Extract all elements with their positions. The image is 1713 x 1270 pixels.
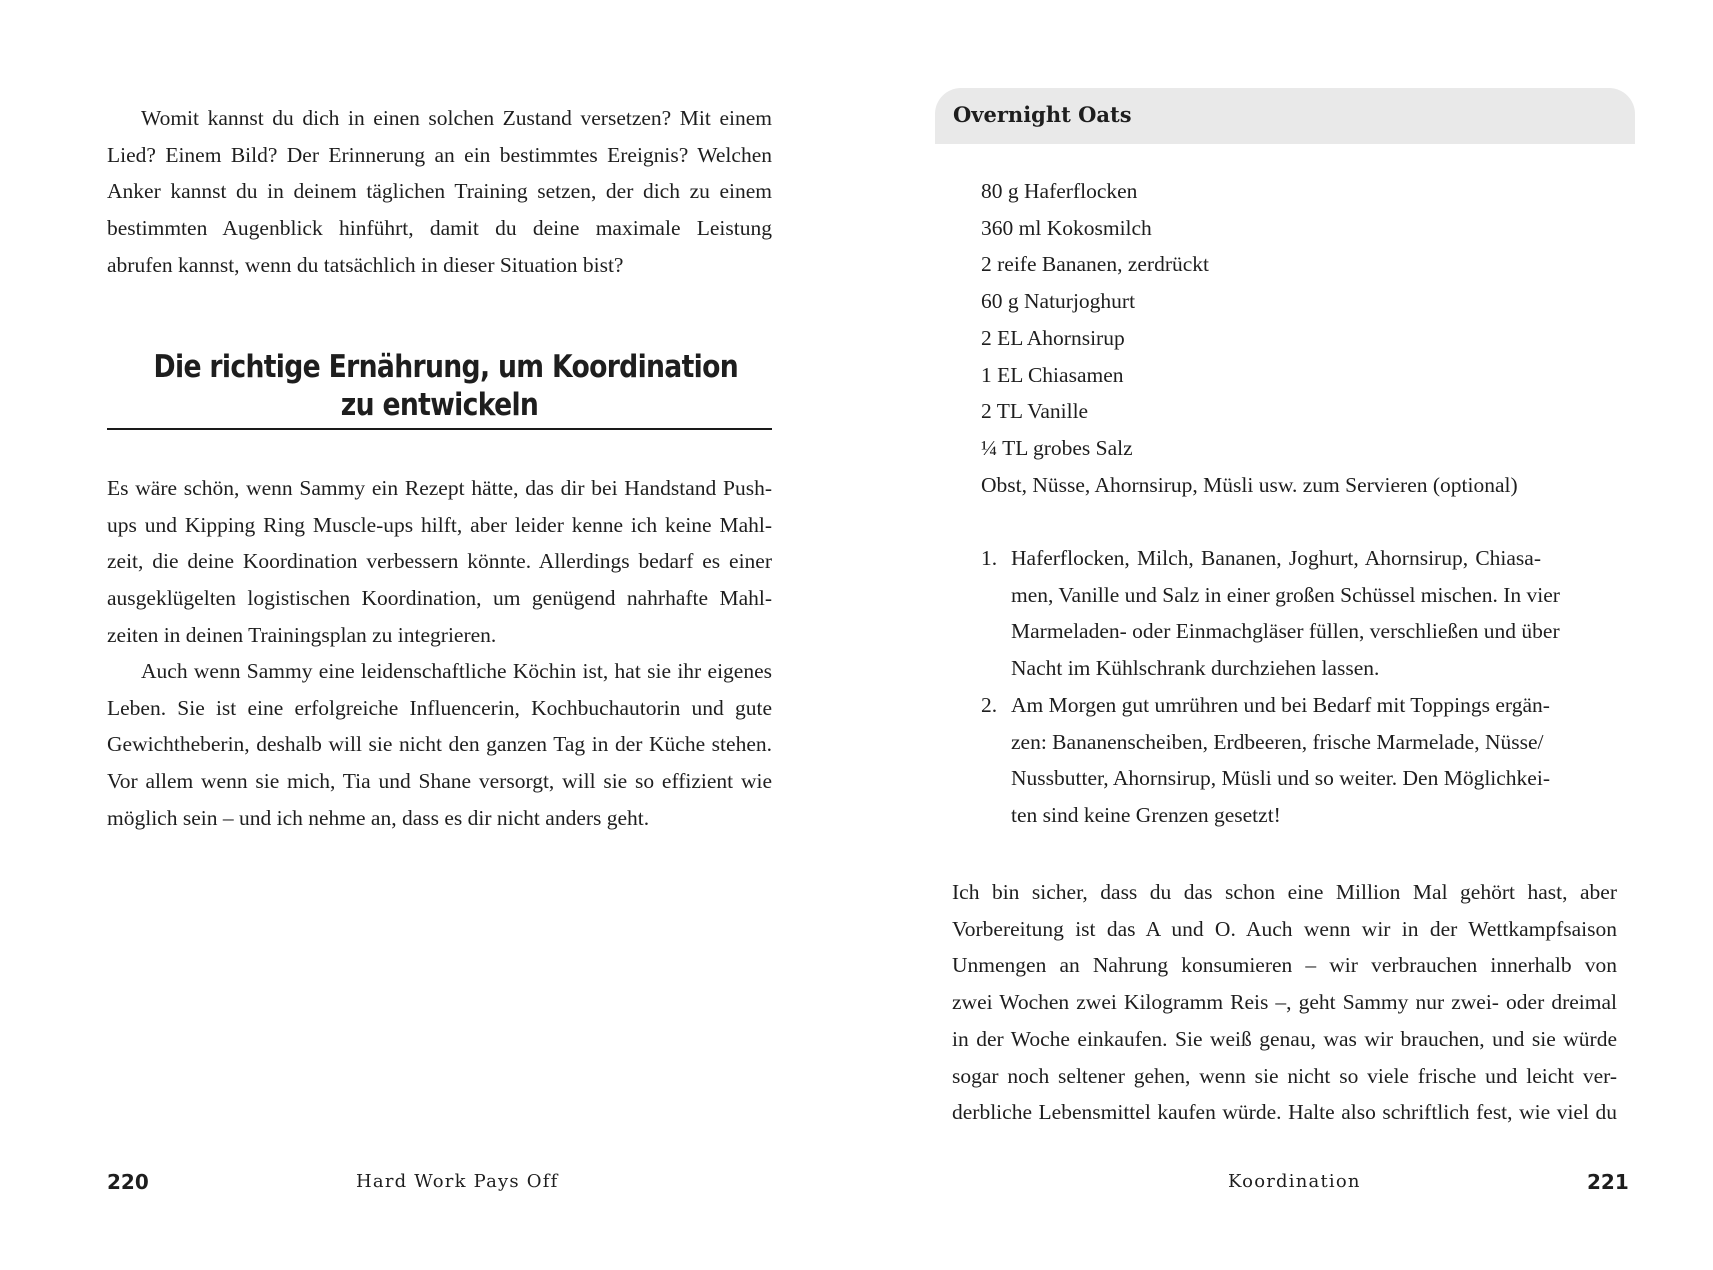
text-line: Ich bin sicher, dass du das schon eine Million Mal gehört hast, aber bbox=[952, 880, 1617, 904]
text-line: in der Woche einkaufen. Sie weiß genau, was wir brauchen, und sie würde bbox=[952, 1026, 1617, 1051]
left-page bbox=[0, 0, 856, 1270]
ingredient-item: 60 g Naturjoghurt bbox=[981, 289, 1136, 314]
text-line: Auch wenn Sammy eine leidenschaftliche Köchin ist, hat sie ihr eigenes bbox=[141, 659, 772, 683]
page-number: 220 bbox=[107, 1170, 149, 1194]
instruction-steps bbox=[981, 540, 1560, 834]
page-number: 221 bbox=[1587, 1170, 1629, 1194]
step-text bbox=[1011, 540, 1560, 687]
instruction-step bbox=[981, 540, 1560, 687]
text-line: derbliche Lebensmittel kaufen würde. Halte also schriftlich fest, wie viel du bbox=[952, 1100, 1617, 1125]
ingredient-item: 2 reife Bananen, zerdrückt bbox=[981, 252, 1210, 277]
text-line: möglich sein – und ich nehme an, dass es dir nicht anders geht. bbox=[107, 805, 650, 830]
ingredient-item: 1 EL Chiasamen bbox=[981, 362, 1124, 387]
step-number: 1. bbox=[981, 546, 998, 570]
text-line: zeit, die deine Koordination verbessern könnte. Allerdings bedarf es einer bbox=[107, 549, 772, 574]
recipe-title: Overnight Oats bbox=[953, 102, 1132, 127]
text-line: Marmeladen- oder Einmachgläser füllen, verschließen und über bbox=[1011, 619, 1560, 644]
text-line: abrufen kannst, wenn du tatsächlich in dieser Situation bist? bbox=[107, 252, 624, 277]
body-paragraph-1 bbox=[107, 470, 772, 654]
text-line: ausgeklügelten logistischen Koordination, um genügend nahrhafte Mahl- bbox=[107, 586, 772, 611]
text-line: Vor allem wenn sie mich, Tia und Shane versorgt, will sie so effizient wie bbox=[107, 769, 772, 794]
step-text bbox=[1011, 687, 1550, 834]
instruction-step bbox=[981, 687, 1550, 834]
text-line: Lied? Einem Bild? Der Erinnerung an ein bestimmtes Ereignis? Welchen bbox=[107, 142, 772, 167]
text-line: Nacht im Kühlschrank durchziehen lassen. bbox=[1011, 656, 1380, 681]
text-line: men, Vanille und Salz in einer großen Schüssel mischen. In vier bbox=[1011, 582, 1560, 607]
text-line: Am Morgen gut umrühren und bei Bedarf mit Toppings ergän- bbox=[1011, 692, 1550, 717]
ingredient-item: ¼ TL grobes Salz bbox=[981, 435, 1133, 460]
ingredient-item: 360 ml Kokosmilch bbox=[981, 215, 1152, 240]
text-line: Unmengen an Nahrung konsumieren – wir verbrauchen innerhalb von bbox=[952, 953, 1617, 978]
text-line: bestimmten Augenblick hinführt, damit du deine maximale Leistung bbox=[107, 216, 772, 241]
text-line: Vorbereitung ist das A und O. Auch wenn wir in der Wettkampfsaison bbox=[952, 916, 1617, 941]
body-paragraph-2 bbox=[107, 653, 772, 837]
heading-underline bbox=[107, 428, 772, 430]
text-line: zeiten in deinen Trainingsplan zu integrieren. bbox=[107, 622, 497, 647]
running-title: Hard Work Pays Off bbox=[356, 1171, 559, 1192]
recipe-header bbox=[935, 88, 1635, 144]
section-heading bbox=[153, 348, 739, 424]
ingredient-item: 2 EL Ahornsirup bbox=[981, 325, 1125, 350]
text-line: Womit kannst du dich in einen solchen Zustand versetzen? Mit einem bbox=[141, 106, 772, 130]
heading-line: zu entwickeln bbox=[340, 387, 539, 423]
step-number: 2. bbox=[981, 692, 998, 717]
running-title: Koordination bbox=[1228, 1171, 1361, 1192]
text-line: Haferflocken, Milch, Bananen, Joghurt, Ahornsirup, Chiasa- bbox=[1011, 546, 1541, 570]
right-page bbox=[856, 0, 1713, 1270]
text-line: ups und Kipping Ring Muscle-ups hilft, aber leider kenne ich keine Mahl- bbox=[107, 512, 772, 537]
text-line: ten sind keine Grenzen gesetzt! bbox=[1011, 802, 1281, 827]
text-line: Gewichtheberin, deshalb will sie nicht den ganzen Tag in der Küche stehen. bbox=[107, 732, 772, 757]
text-line: Nussbutter, Ahornsirup, Müsli und so weiter. Den Möglichkei- bbox=[1011, 766, 1550, 791]
ingredient-item: 80 g Haferflocken bbox=[981, 179, 1138, 203]
text-line: zwei Wochen zwei Kilogramm Reis –, geht Sammy nur zwei- oder dreimal bbox=[952, 990, 1617, 1015]
text-line: Es wäre schön, wenn Sammy ein Rezept hätte, das dir bei Handstand Push- bbox=[107, 476, 772, 500]
text-line: zen: Bananenscheiben, Erdbeeren, frische Marmelade, Nüsse/ bbox=[1011, 729, 1544, 754]
intro-paragraph bbox=[107, 100, 772, 284]
ingredient-item: 2 TL Vanille bbox=[981, 399, 1089, 424]
text-line: Anker kannst du in deinem täglichen Training setzen, der dich zu einem bbox=[107, 179, 772, 204]
ingredient-list bbox=[981, 173, 1518, 503]
text-line: sogar noch seltener gehen, wenn sie nicht so viele frische und leicht ver- bbox=[952, 1063, 1617, 1088]
closing-paragraph bbox=[952, 874, 1617, 1131]
ingredient-item: Obst, Nüsse, Ahornsirup, Müsli usw. zum Servieren (optional) bbox=[981, 472, 1518, 497]
text-line: Leben. Sie ist eine erfolgreiche Influencerin, Kochbuchautorin und gute bbox=[107, 695, 772, 720]
heading-line: Die richtige Ernährung, um Koordination bbox=[153, 349, 739, 385]
